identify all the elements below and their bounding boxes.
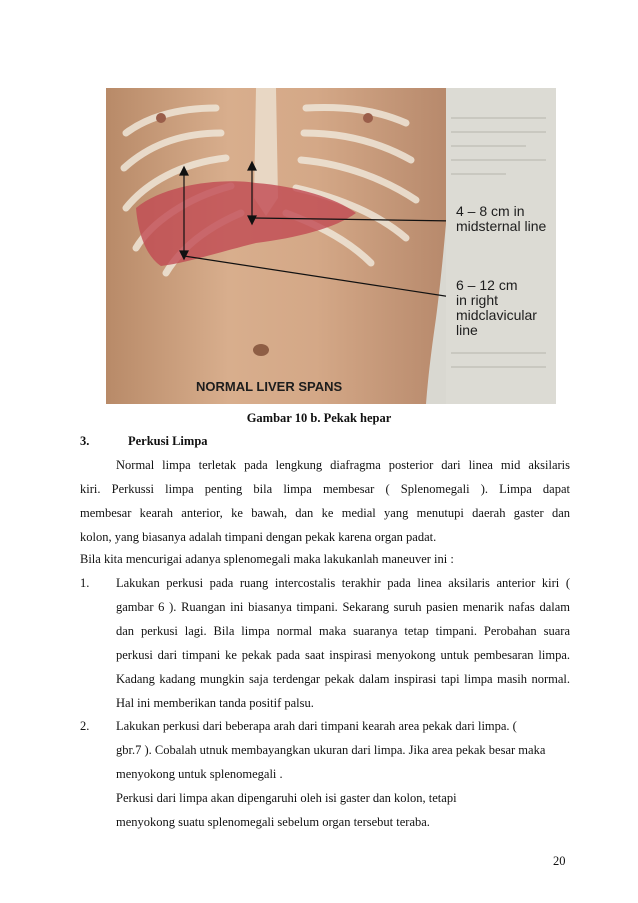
label-midsternal — [456, 204, 546, 234]
list-item-line: Lakukan perkusi dari beberapa arah dari timpani kearah area pekak dari limpa. ( — [116, 719, 517, 733]
label-line: in right — [456, 292, 499, 308]
list-item-line: menyokong untuk splenomegali . — [116, 767, 283, 781]
label-line: 6 – 12 cm — [456, 277, 518, 293]
section-title: Perkusi Limpa — [128, 434, 208, 448]
label-line: line — [456, 322, 478, 338]
label-line: 4 – 8 cm in — [456, 203, 525, 219]
figure-caption: Gambar 10 b. Pekak hepar — [246, 411, 392, 425]
torso-illustration — [106, 88, 556, 404]
list-item-line: Perkusi dari limpa akan dipengaruhi oleh isi gaster dan kolon, tetapi — [116, 791, 457, 805]
section-number: 3. — [80, 434, 90, 448]
list-item-line: Hal ini memberikan tanda positif palsu. — [116, 696, 314, 710]
list-item-line: Kadang kadang mungkin saja terdengar pekak dalam inspirasi tapi limpa masih normal. — [116, 672, 570, 686]
paragraph-line: membesar kearah anterior, ke bawah, dan ke medial yang menutupi daerah gaster dan — [80, 506, 570, 520]
label-line: midsternal line — [456, 218, 547, 234]
paragraph-intro: Bila kita mencurigai adanya splenomegali maka lakukanlah maneuver ini : — [80, 552, 454, 566]
liver-spans-figure — [106, 88, 556, 404]
list-item-line: gambar 6 ). Ruangan ini biasanya timpani. Sekarang suruh pasien menarik nafas dalam — [116, 600, 570, 614]
list-item-line: perkusi dari timpani ke pekak pada saat inspirasi menyokong untuk pembesaran limpa. — [116, 648, 570, 662]
list-item-line: menyokong suatu splenomegali sebelum organ tersebut teraba. — [116, 815, 430, 829]
page-number: 20 — [553, 854, 566, 868]
paragraph-line: kiri. Perkussi limpa penting bila limpa membesar ( Splenomegali ). Limpa dapat — [80, 482, 570, 496]
label-line: midclavicular — [456, 307, 537, 323]
paragraph-line: Normal limpa terletak pada lengkung diafragma posterior dari linea mid aksilaris — [116, 458, 570, 472]
list-number: 2. — [80, 719, 90, 733]
list-item-line: gbr.7 ). Cobalah utnuk membayangkan ukuran dari limpa. Jika area pekak besar maka — [116, 743, 546, 757]
list-number: 1. — [80, 576, 90, 590]
paragraph-line: kolon, yang biasanya adalah timpani dengan pekak karena organ padat. — [80, 530, 437, 544]
list-item-line: dan perkusi lagi. Bila limpa normal maka suaranya tetap timpani. Perobahan suara — [116, 624, 570, 638]
label-midclavicular — [456, 278, 537, 338]
list-item-line: Lakukan perkusi pada ruang intercostalis terakhir pada linea aksilaris anterior kiri ( — [116, 576, 570, 590]
figure-title: NORMAL LIVER SPANS — [196, 379, 343, 394]
